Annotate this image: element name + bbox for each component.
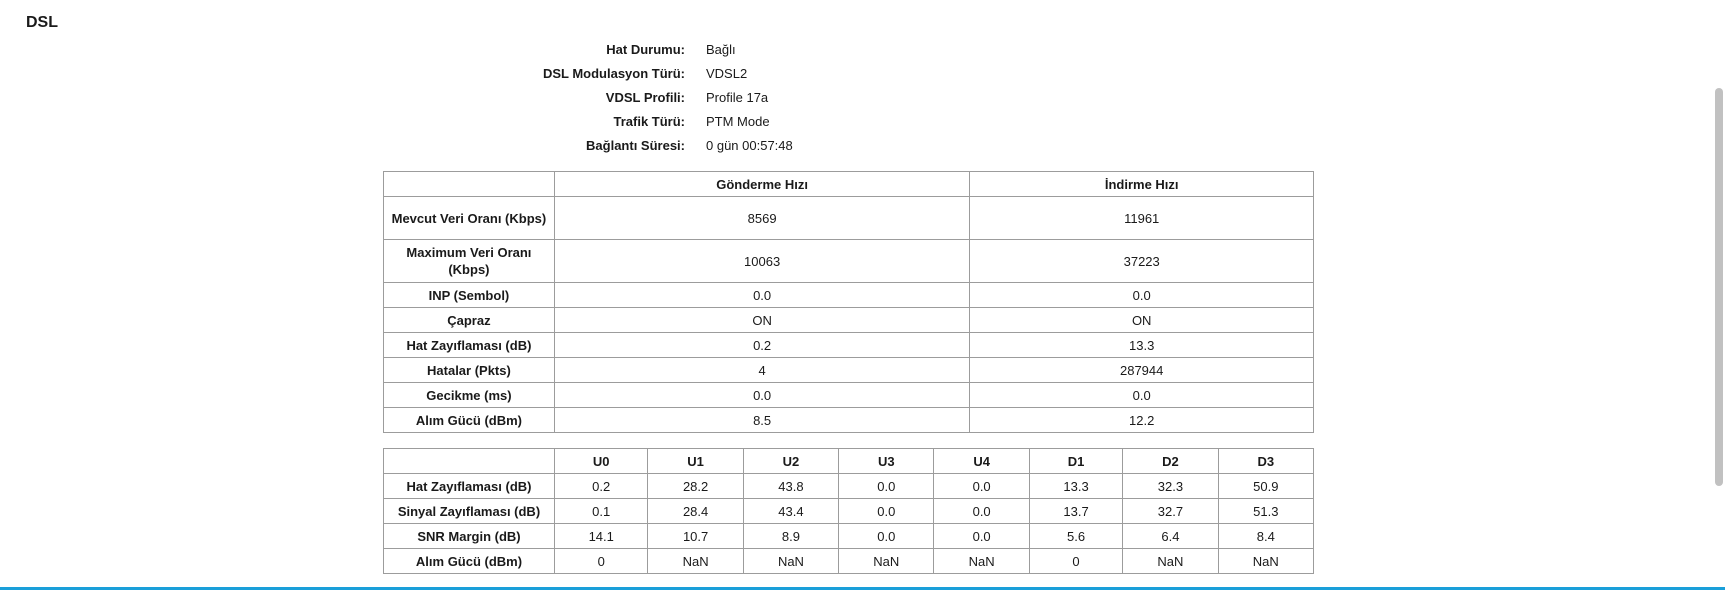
- table-cell: 43.4: [743, 499, 838, 524]
- table-cell: 6.4: [1123, 524, 1218, 549]
- table-row: [384, 549, 1314, 574]
- table-cell: ON: [554, 308, 970, 333]
- section-title: DSL: [26, 14, 58, 31]
- table-cell: 13.7: [1029, 499, 1122, 524]
- table-row: [384, 474, 1314, 499]
- row-label: INP (Sembol): [384, 283, 555, 308]
- info-label: VDSL Profili:: [605, 90, 685, 105]
- table-row: [384, 408, 1314, 433]
- table-cell: 0: [555, 549, 648, 574]
- table-cell: ON: [970, 308, 1314, 333]
- info-value: VDSL2: [706, 66, 748, 81]
- table-cell: 28.2: [648, 474, 743, 499]
- table-header-u0: U0: [555, 449, 648, 474]
- table-row: [384, 524, 1314, 549]
- table-cell: 28.4: [648, 499, 743, 524]
- table-cell: 14.1: [555, 524, 648, 549]
- rates-table: [383, 171, 1314, 433]
- info-label: Hat Durumu:: [606, 42, 685, 57]
- table-header-u2: U2: [743, 449, 838, 474]
- info-label: Trafik Türü:: [613, 114, 685, 129]
- row-label: SNR Margin (dB): [384, 524, 555, 549]
- table-cell: NaN: [648, 549, 743, 574]
- table-cell: 287944: [970, 358, 1314, 383]
- info-row-line-status: [0, 38, 1725, 62]
- table-cell: 50.9: [1218, 474, 1313, 499]
- table-row: [384, 308, 1314, 333]
- info-value: Bağlı: [706, 42, 736, 57]
- table-cell: 8.5: [554, 408, 970, 433]
- table-cell: 0.1: [555, 499, 648, 524]
- row-label: Gecikme (ms): [384, 383, 555, 408]
- table-cell: 8.4: [1218, 524, 1313, 549]
- table-cell: 0.0: [554, 383, 970, 408]
- table-header-u4: U4: [934, 449, 1029, 474]
- table-cell: 32.3: [1123, 474, 1218, 499]
- table-header-d2: D2: [1123, 449, 1218, 474]
- table-header-row: [384, 449, 1314, 474]
- table-cell: 0.0: [934, 524, 1029, 549]
- table-header-downstream: İndirme Hızı: [970, 172, 1314, 197]
- table-cell: 4: [554, 358, 970, 383]
- band-table: [383, 448, 1314, 574]
- table-cell: 0: [1029, 549, 1122, 574]
- table-cell: NaN: [839, 549, 934, 574]
- table-row: [384, 499, 1314, 524]
- table-cell: 43.8: [743, 474, 838, 499]
- table-cell: 0.0: [839, 524, 934, 549]
- scrollbar-thumb[interactable]: [1715, 88, 1723, 486]
- table-cell: 0.0: [970, 283, 1314, 308]
- table-cell: 8.9: [743, 524, 838, 549]
- table-cell: 12.2: [970, 408, 1314, 433]
- info-row-vdsl-profile: [0, 86, 1725, 110]
- table-cell: 0.0: [839, 474, 934, 499]
- row-label: Mevcut Veri Oranı (Kbps): [384, 197, 555, 240]
- info-value: Profile 17a: [706, 90, 769, 105]
- table-row: [384, 358, 1314, 383]
- info-row-modulation: [0, 62, 1725, 86]
- table-cell: 5.6: [1029, 524, 1122, 549]
- table-row: [384, 240, 1314, 283]
- dsl-info-list: [0, 38, 1725, 158]
- table-row: [384, 283, 1314, 308]
- row-label: Maximum Veri Oranı (Kbps): [384, 240, 555, 283]
- table-cell: 0.2: [554, 333, 970, 358]
- table-header-cell: [384, 172, 555, 197]
- table-row: [384, 383, 1314, 408]
- table-cell: NaN: [934, 549, 1029, 574]
- info-label: DSL Modulasyon Türü:: [542, 66, 685, 81]
- info-row-traffic-type: [0, 110, 1725, 134]
- table-header-u3: U3: [839, 449, 934, 474]
- table-cell: NaN: [1123, 549, 1218, 574]
- table-cell: 13.3: [1029, 474, 1122, 499]
- table-cell: 8569: [554, 197, 970, 240]
- table-cell: 0.0: [934, 499, 1029, 524]
- table-cell: 0.0: [554, 283, 970, 308]
- table-cell: NaN: [743, 549, 838, 574]
- info-value: 0 gün 00:57:48: [706, 138, 793, 153]
- table-cell: 0.0: [970, 383, 1314, 408]
- table-header-row: [384, 172, 1314, 197]
- row-label: Alım Gücü (dBm): [384, 549, 555, 574]
- table-cell: 10063: [554, 240, 970, 283]
- table-cell: 10.7: [648, 524, 743, 549]
- table-cell: NaN: [1218, 549, 1313, 574]
- table-row: [384, 197, 1314, 240]
- table-cell: 13.3: [970, 333, 1314, 358]
- info-row-connection-time: [0, 134, 1725, 158]
- table-cell: 51.3: [1218, 499, 1313, 524]
- row-label: Hat Zayıflaması (dB): [384, 333, 555, 358]
- row-label: Alım Gücü (dBm): [384, 408, 555, 433]
- table-cell: 0.0: [934, 474, 1029, 499]
- row-label: Hat Zayıflaması (dB): [384, 474, 555, 499]
- info-value: PTM Mode: [706, 114, 770, 129]
- table-header-d3: D3: [1218, 449, 1313, 474]
- table-cell: 0.2: [555, 474, 648, 499]
- row-label: Hatalar (Pkts): [384, 358, 555, 383]
- table-cell: 11961: [970, 197, 1314, 240]
- table-header-d1: D1: [1029, 449, 1122, 474]
- row-label: Çapraz: [384, 308, 555, 333]
- vertical-scrollbar[interactable]: [1712, 0, 1725, 590]
- table-header-u1: U1: [648, 449, 743, 474]
- info-label: Bağlantı Süresi:: [586, 138, 685, 153]
- table-header-upstream: Gönderme Hızı: [554, 172, 970, 197]
- table-cell: 37223: [970, 240, 1314, 283]
- table-cell: 0.0: [839, 499, 934, 524]
- table-row: [384, 333, 1314, 358]
- table-header-cell: [384, 449, 555, 474]
- table-cell: 32.7: [1123, 499, 1218, 524]
- row-label: Sinyal Zayıflaması (dB): [384, 499, 555, 524]
